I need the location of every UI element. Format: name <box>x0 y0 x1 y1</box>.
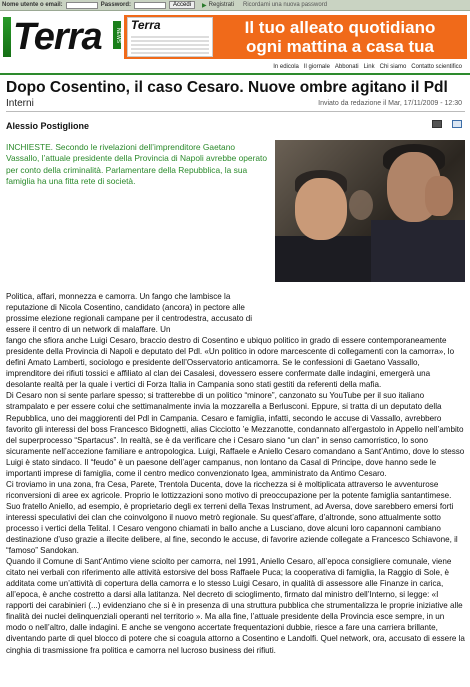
article-section[interactable]: Interni <box>6 98 34 109</box>
login-button[interactable]: Accedi <box>169 1 195 9</box>
article-body <box>6 291 466 656</box>
register-link[interactable] <box>202 2 234 9</box>
login-bar <box>0 0 470 11</box>
article-tools <box>432 120 462 128</box>
site-header <box>0 12 470 62</box>
logo-bar-graphic <box>3 17 11 57</box>
nav-item-link[interactable]: Link <box>363 64 375 70</box>
terra-logo[interactable] <box>3 15 123 59</box>
username-input[interactable] <box>66 2 98 9</box>
article-author: Alessio Postiglione <box>6 121 90 131</box>
nav-item-contatto[interactable]: Contatto scientifico <box>411 64 462 70</box>
newspaper-image <box>127 17 213 57</box>
header-divider <box>0 73 470 75</box>
article-lead: INCHIESTE. Secondo le rivelazioni dell’imprenditore Gaetano Vassallo, l’attuale presidente della Provincia di Napoli avrebbe operato per conto della criminalità. Parlamentare della Repubblica, la sua famiglia ha una fitta rete di società. <box>6 142 268 187</box>
nav-item-chi-siamo[interactable]: Chi siamo <box>379 64 407 70</box>
article-paragraph: Politica, affari, monnezza e camorra. Un fango che lambisce la reputazione di Nicola Cosentino, candidato (ancora) in pectore alle prossime elezione regionali campane per il centrodestra, accusato di essere il centro di un network di malaffare. Un <box>6 292 253 335</box>
register-label: Registrati <box>208 2 235 8</box>
banner-slogan <box>213 18 467 56</box>
article-paragraph: Di Cesaro non si sente parlare spesso; si tratterebbe di un politico “minore”, canzonato su YouTube per il suo italiano strampalato e per essere colui che settimanalmente invia la mozzarella a Berlusconi. Eppure, si tratta di un deputato della Repubblica, uno dei maggiorenti del Pdl in Campania. Cesaro e famiglia, infatti, secondo le accuse di Vassallo, avrebbero favorito gli interessi del boss Francesco Bidognetti, alias Cicciotto ’e Mezzanotte, condannato all’ergastolo in Appello nell’ambito del superprocesso “Spartacus”. In realtà, se è da verificare che i Cesaro siano “un clan” in senso camorristico, lo sono sicuramente nell’accezione familiare e antropologica. Luigi, Raffaele e Aniello Cesaro comandano a Sant’Antimo, dove lo stesso Luigi è stato sindaco. Il “feudo” è un paesone dell’ager campanus, non lontano da Casal di Principe, dove hanno sede le importanti imprese di famiglia, come il centro medico convenzionato Igea, amministrato da Antimo Cesaro. <box>6 391 465 478</box>
password-input[interactable] <box>134 2 166 9</box>
article-paragraph: Ci troviamo in una zona, fra Cesa, Parete, Trentola Ducenta, dove la ricchezza si è moltiplicata attraverso le avventurose riconversioni di aree ex agricole. Proprio le lottizzazioni sono motivo di preoccupazione per la potente famiglia santantimese. Suo fratello Aniello, ad esempio, è proprietario degli ex terreni della Texas Instrument, ad Aversa, dove sarebbero emersi forti interessi speculativi dei clan che coinvolgono il nuovo metrò regionale. Su quest’affare, d’altronde, sono attualmente sotto processo i vertici della Telital. I Cesaro vengono chiamati in ballo anche a Lusciano, dove alcuni loro capannoni cambiano destinazione d’uso grazie a illecite delibere, al fine, secondo le accuse, di favorire aziende collegate a Francesco Schiavone, il “famoso” Sandokan. <box>6 479 458 556</box>
article-meta: Inviato da redazione il Mar, 17/11/2009 - 12:30 <box>318 100 462 107</box>
arrow-icon: ▶ <box>202 2 207 9</box>
newspaper-masthead: Terra <box>131 18 161 32</box>
username-label: Nome utente o email: <box>2 2 63 8</box>
nav-item-il-giornale[interactable]: Il giornale <box>303 64 330 70</box>
nav-item-abbonati[interactable]: Abbonati <box>334 64 359 70</box>
banner-slogan-line2: ogni mattina a casa tua <box>246 37 434 56</box>
article-paragraph: fango che sfiora anche Luigi Cesaro, braccio destro di Cosentino e ubiquo politico in grado di essere contemporaneamente presidente della Provincia di Napoli e deputato del Pdl. «Un politico in odore marcescente di collegamenti con la camorra», lo definì Amato Lamberti, sociologo e presidente dell’Osservatorio anticamorra. Se le confessioni di Gaetano Vassallo, imprenditore dei rifiuti tossici e affiliato al clan dei Casalesi, dovessero essere confermate dalle indagini, emergerà una desolante realtà per la quale i vertici di Forza Italia in Campania sono stati gestiti da referenti della mafia. <box>6 336 455 390</box>
password-label: Password: <box>100 2 132 8</box>
logo-text: Terra <box>13 16 102 58</box>
article-photo <box>275 140 465 282</box>
nav-item-in-edicola[interactable]: In edicola <box>273 64 299 70</box>
forgot-password-link[interactable]: Ricordami una nuova password <box>243 2 328 8</box>
email-icon[interactable] <box>452 120 462 128</box>
main-nav <box>0 62 470 72</box>
subscription-banner[interactable] <box>124 15 467 59</box>
logo-tag: NEWS <box>113 21 121 49</box>
title-divider <box>6 111 465 112</box>
print-icon[interactable] <box>432 120 442 128</box>
banner-slogan-line1: Il tuo alleato quotidiano <box>244 18 436 37</box>
article-headline: Dopo Cosentino, il caso Cesaro. Nuove ombre agitano il Pdl <box>6 79 448 96</box>
article-paragraph: Quando il Comune di Sant’Antimo viene sciolto per camorra, nel 1991, Aniello Cesaro, all’epoca consigliere comunale, viene citato nei verbali con riferimento alle attività estorsive del boss Raffaele Puca; la cooperativa di famiglia, la Raggio di Sole, è additata come un’attività di copertura della camorra e lo stesso Luigi Cesaro, in qualità di assessore alle Finanze in carica, all’epoca, è anche costretto a darsi alla latitanza. Nel decreto di scioglimento, firmato dal ministro dell’Interno, si legge: «I rapporti dei carabinieri (...) evidenziano che si è in presenza di una struttura pubblica che strumentalizza le proprie iniziative alle finalità dei nuclei delinquenziali operanti nel territorio ». Ma alla fine, l’attuale presidente della Provincia esce sempre, in un modo o nell’altro, dalle indagini. E anche se vengono accertate frequentazioni dubbie, riesce a fare una carriera brillante, diventando parte di quel blocco di potere che si coagula attorno a Cosentino e Landolfi. Quel network, ora, accusato di essere la cinghia di trasmissione fra politica e camorra nel lucroso business dei rifiuti. <box>6 557 465 655</box>
